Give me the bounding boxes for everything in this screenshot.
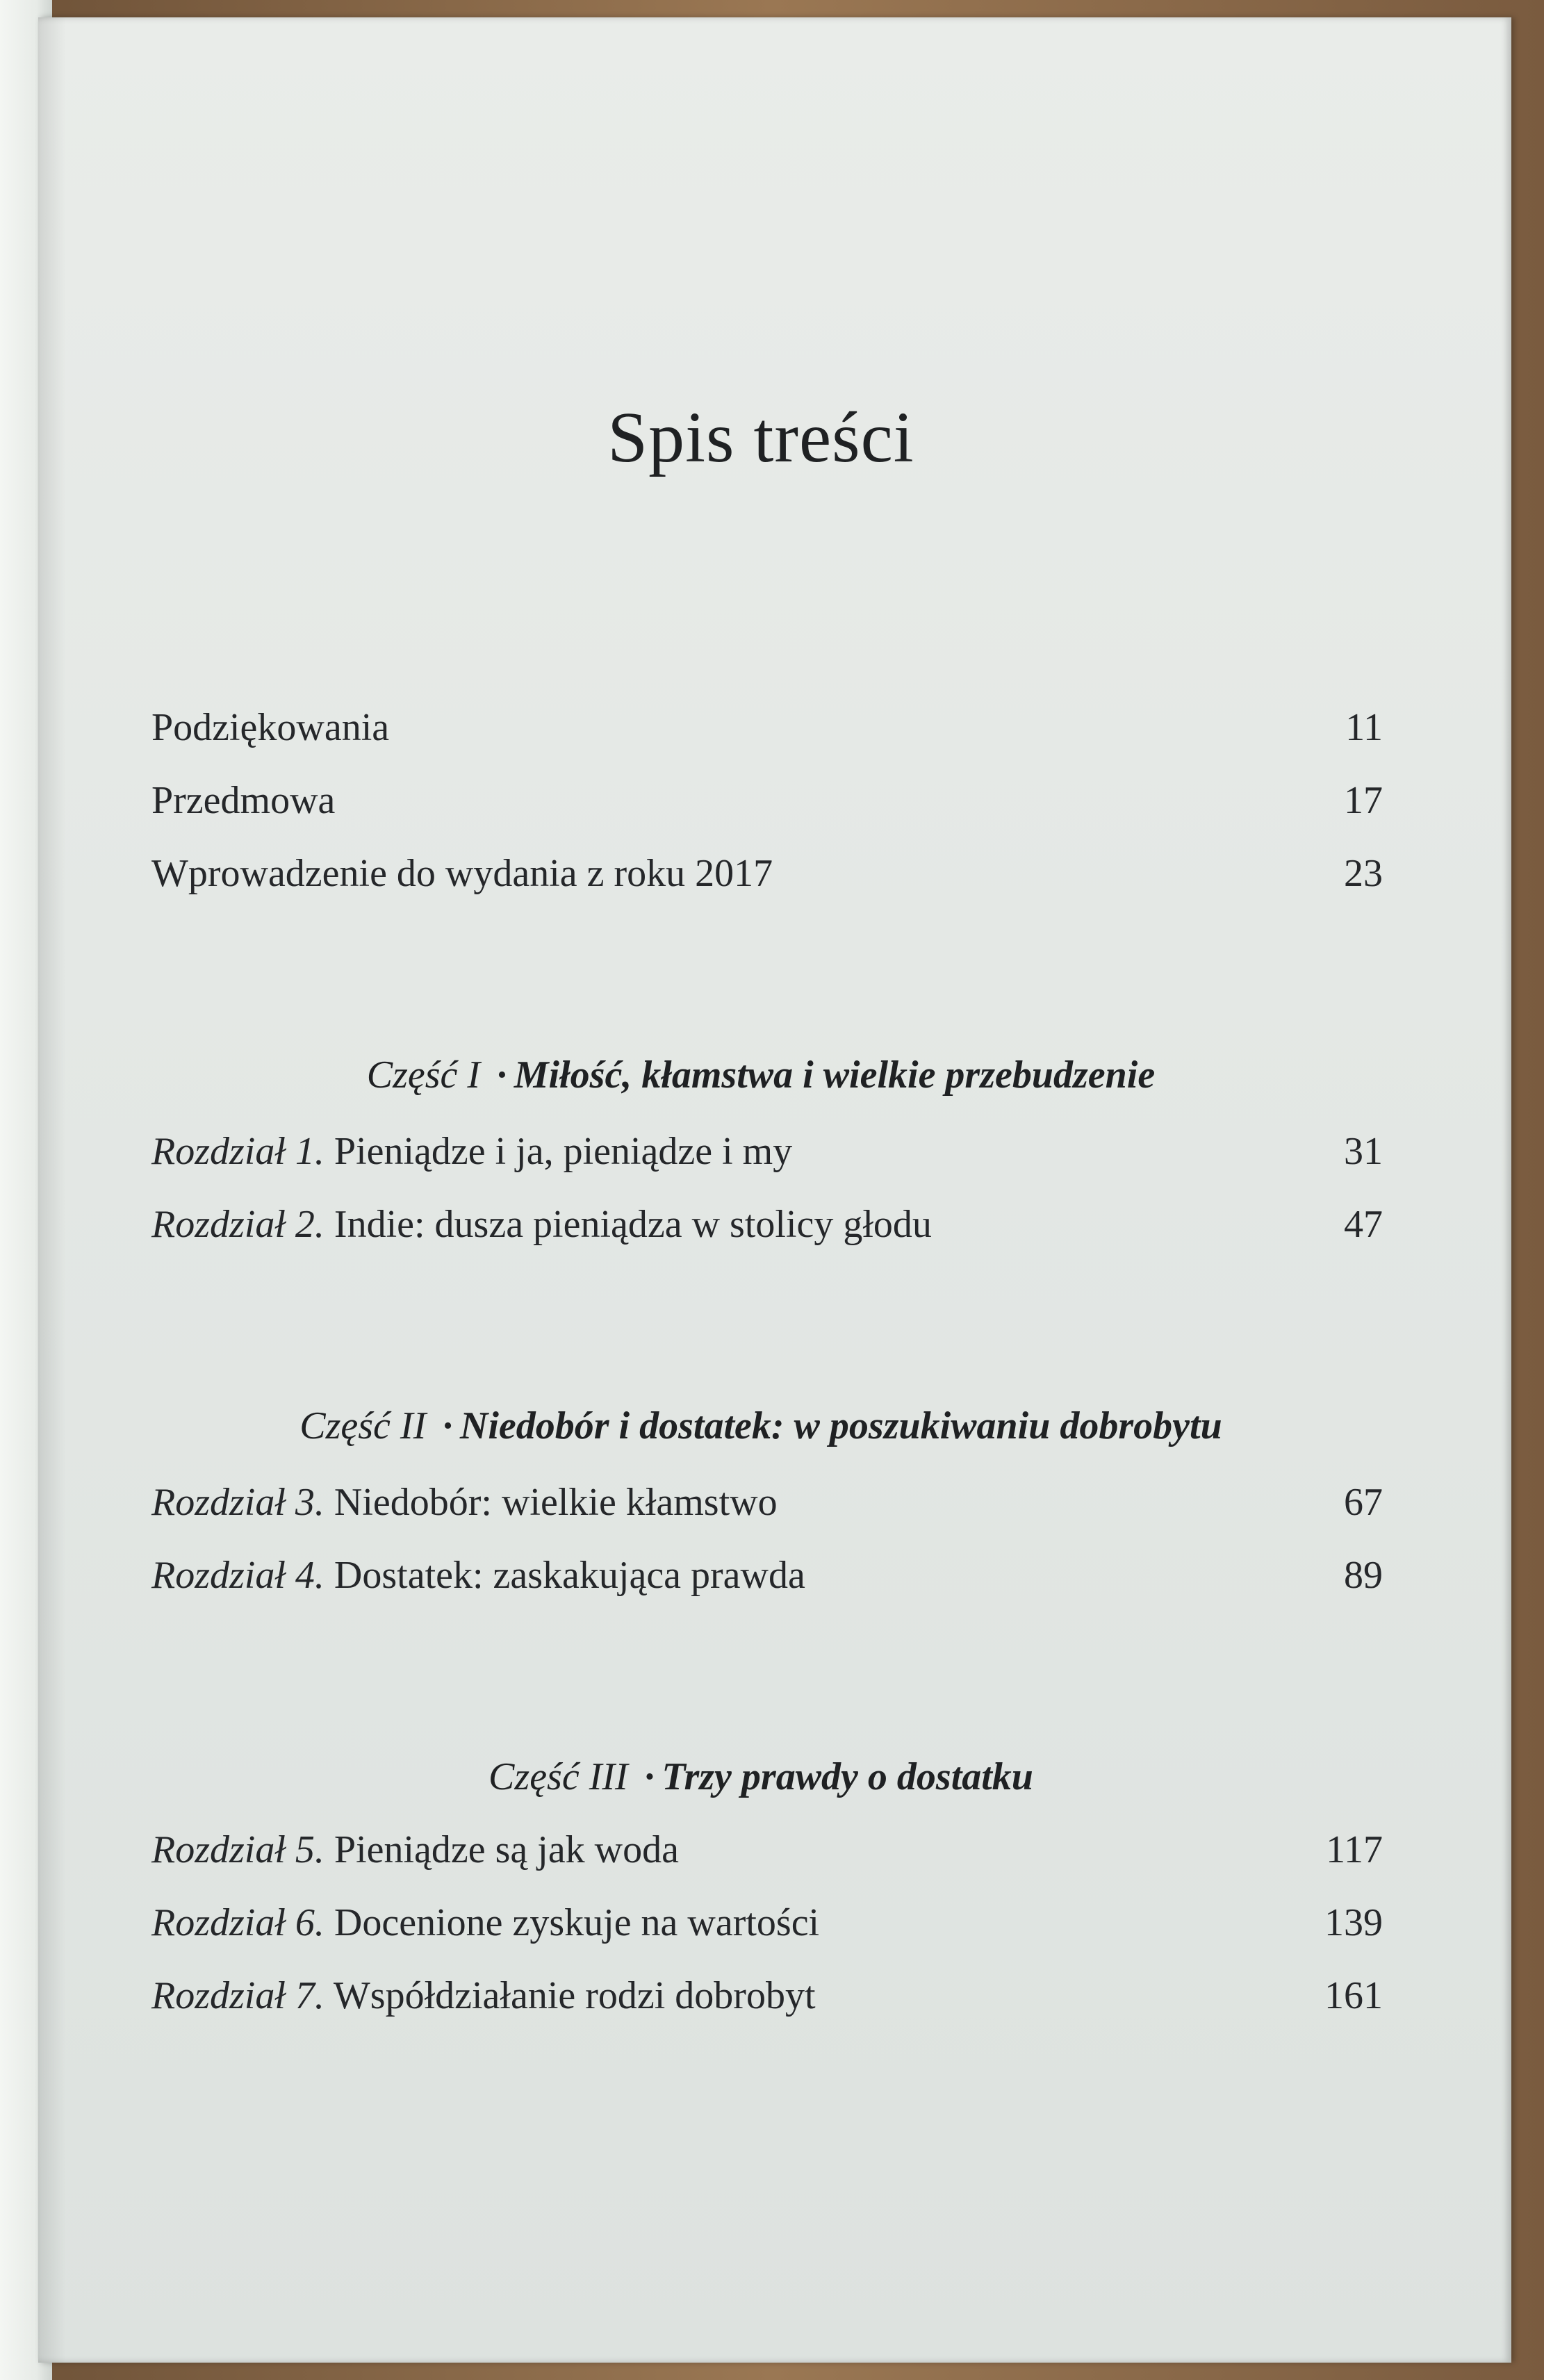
chapter-title: Docenione zyskuje na wartości <box>334 1901 820 1944</box>
toc-entry-page: 161 <box>1324 1974 1383 2017</box>
chapter-prefix: Rozdział 7. <box>151 1974 325 2017</box>
chapter-title: Dostatek: zaskakująca prawda <box>334 1554 805 1597</box>
part-number: Część II <box>299 1404 427 1447</box>
toc-entry-page: 47 <box>1344 1203 1383 1246</box>
chapter-title: Pieniądze i ja, pieniądze i my <box>334 1130 793 1173</box>
chapter-entry <box>151 1480 778 1525</box>
part-heading-3 <box>38 1755 1484 1799</box>
toc-entry-page: 17 <box>1344 779 1383 822</box>
chapter-entry <box>151 1129 792 1174</box>
part-separator: · <box>643 1755 657 1798</box>
toc-entry-page: 23 <box>1344 852 1383 895</box>
chapter-title: Indie: dusza pieniądza w stolicy głodu <box>334 1203 932 1246</box>
chapter-prefix: Rozdział 2. <box>151 1203 325 1246</box>
toc-entry-page: 67 <box>1344 1481 1383 1524</box>
toc-chapter-1 <box>151 1129 1383 1174</box>
chapter-entry <box>151 1828 679 1872</box>
chapter-prefix: Rozdział 4. <box>151 1554 325 1597</box>
toc-chapter-4 <box>151 1553 1383 1598</box>
toc-entry-page: 31 <box>1344 1130 1383 1173</box>
toc-entry-label: Podziękowania <box>151 706 390 749</box>
toc-entry-page: 117 <box>1326 1828 1383 1871</box>
part-heading-1 <box>38 1053 1484 1097</box>
chapter-title: Niedobór: wielkie kłamstwo <box>334 1481 778 1524</box>
toc-chapter-3 <box>151 1480 1383 1525</box>
chapter-entry <box>151 1901 819 1945</box>
chapter-title: Pieniądze są jak woda <box>334 1828 679 1871</box>
chapter-entry <box>151 1973 816 2018</box>
chapter-prefix: Rozdział 3. <box>151 1481 325 1524</box>
toc-entry-page: 11 <box>1345 706 1383 749</box>
part-title: Trzy prawdy o dostatku <box>662 1755 1033 1798</box>
page-gutter-shadow <box>38 17 66 2363</box>
part-title: Niedobór i dostatek: w poszukiwaniu dobrobytu <box>459 1404 1222 1447</box>
chapter-entry <box>151 1553 805 1598</box>
part-title: Miłość, kłamstwa i wielkie przebudzenie <box>514 1053 1156 1097</box>
chapter-title: Współdziałanie rodzi dobrobyt <box>333 1974 816 2017</box>
part-number: Część III <box>488 1755 628 1798</box>
chapter-entry <box>151 1202 932 1247</box>
part-separator: · <box>495 1053 509 1097</box>
chapter-prefix: Rozdział 1. <box>151 1130 325 1173</box>
toc-entry-label: Wprowadzenie do wydania z roku 2017 <box>151 852 773 895</box>
toc-entry-page: 89 <box>1344 1554 1383 1597</box>
toc-chapter-6 <box>151 1901 1383 1945</box>
toc-entry-introduction <box>151 851 1383 896</box>
toc-chapter-2 <box>151 1202 1383 1247</box>
part-number: Część I <box>366 1053 481 1097</box>
part-heading-2 <box>38 1404 1484 1448</box>
toc-entry-page: 139 <box>1324 1901 1383 1944</box>
book-page <box>38 17 1511 2363</box>
toc-chapter-5 <box>151 1828 1383 1872</box>
chapter-prefix: Rozdział 6. <box>151 1901 325 1944</box>
page-title: Spis treści <box>607 397 914 477</box>
toc-entry-label: Przedmowa <box>151 779 336 822</box>
part-separator: · <box>441 1404 454 1447</box>
chapter-prefix: Rozdział 5. <box>151 1828 325 1871</box>
toc-entry-acknowledgements <box>151 705 1383 750</box>
toc-chapter-7 <box>151 1973 1383 2018</box>
toc-entry-preface <box>151 778 1383 823</box>
